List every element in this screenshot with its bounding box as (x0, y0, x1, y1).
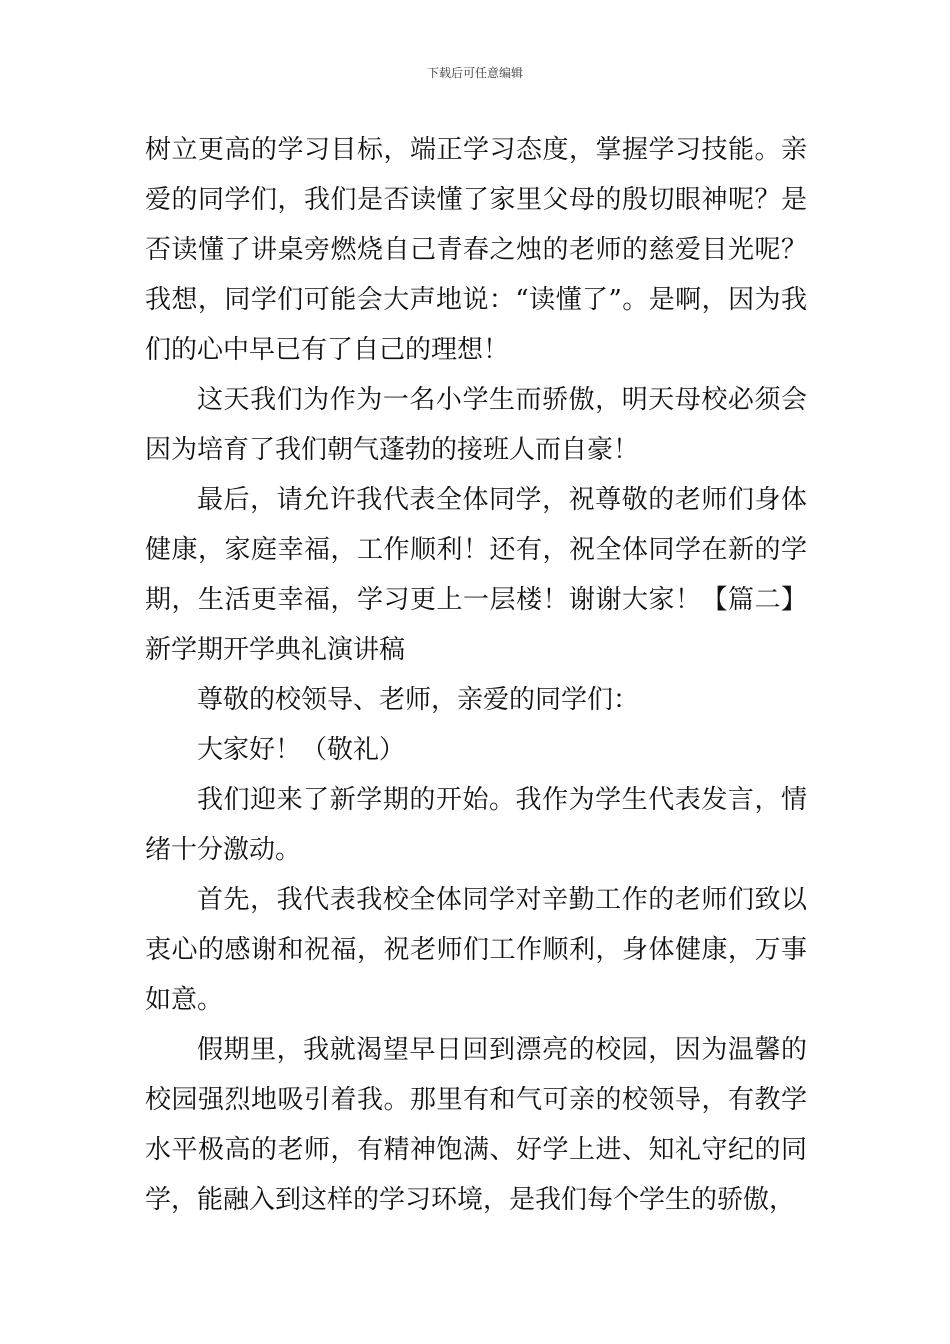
paragraph-8: 假期里，我就渴望早日回到漂亮的校园，因为温馨的校园强烈地吸引着我。那里有和气可亲的校领导，有教学水平极高的老师，有精神饱满、好学上进、知礼守纪的同学，能融入到这样的学习环境，是我们每个学生的骄傲， (145, 1035, 807, 1215)
paragraph-5: 大家好！（敬礼） (197, 735, 406, 765)
paragraph-6: 我们迎来了新学期的开始。我作为学生代表发言，情绪十分激动。 (145, 785, 807, 865)
paragraph-2: 这天我们为作为一名小学生而骄傲，明天母校必须会因为培育了我们朝气蓬勃的接班人而自豪！ (145, 385, 807, 465)
paragraph-3: 最后，请允许我代表全体同学，祝尊敬的老师们身体健康，家庭幸福，工作顺利！还有，祝全体同学在新的学期，生活更幸福，学习更上一层楼！谢谢大家！【篇二】新学期开学典礼演讲稿 (145, 485, 807, 665)
paragraph-7: 首先，我代表我校全体同学对辛勤工作的老师们致以衷心的感谢和祝福，祝老师们工作顺利，身体健康，万事如意。 (145, 885, 807, 1015)
page-header-note: 下载后可任意编辑 (426, 66, 523, 80)
paragraph-1: 树立更高的学习目标，端正学习态度，掌握学习技能。亲爱的同学们，我们是否读懂了家里父母的殷切眼神呢？是否读懂了讲桌旁燃烧自己青春之烛的老师的慈爱目光呢？我想，同学们可能会大声地说：“读懂了”。是啊，因为我们的心中早已有了自己的理想！ (145, 135, 807, 365)
paragraph-4: 尊敬的校领导、老师，亲爱的同学们： (197, 685, 640, 715)
document-body (145, 125, 807, 1225)
